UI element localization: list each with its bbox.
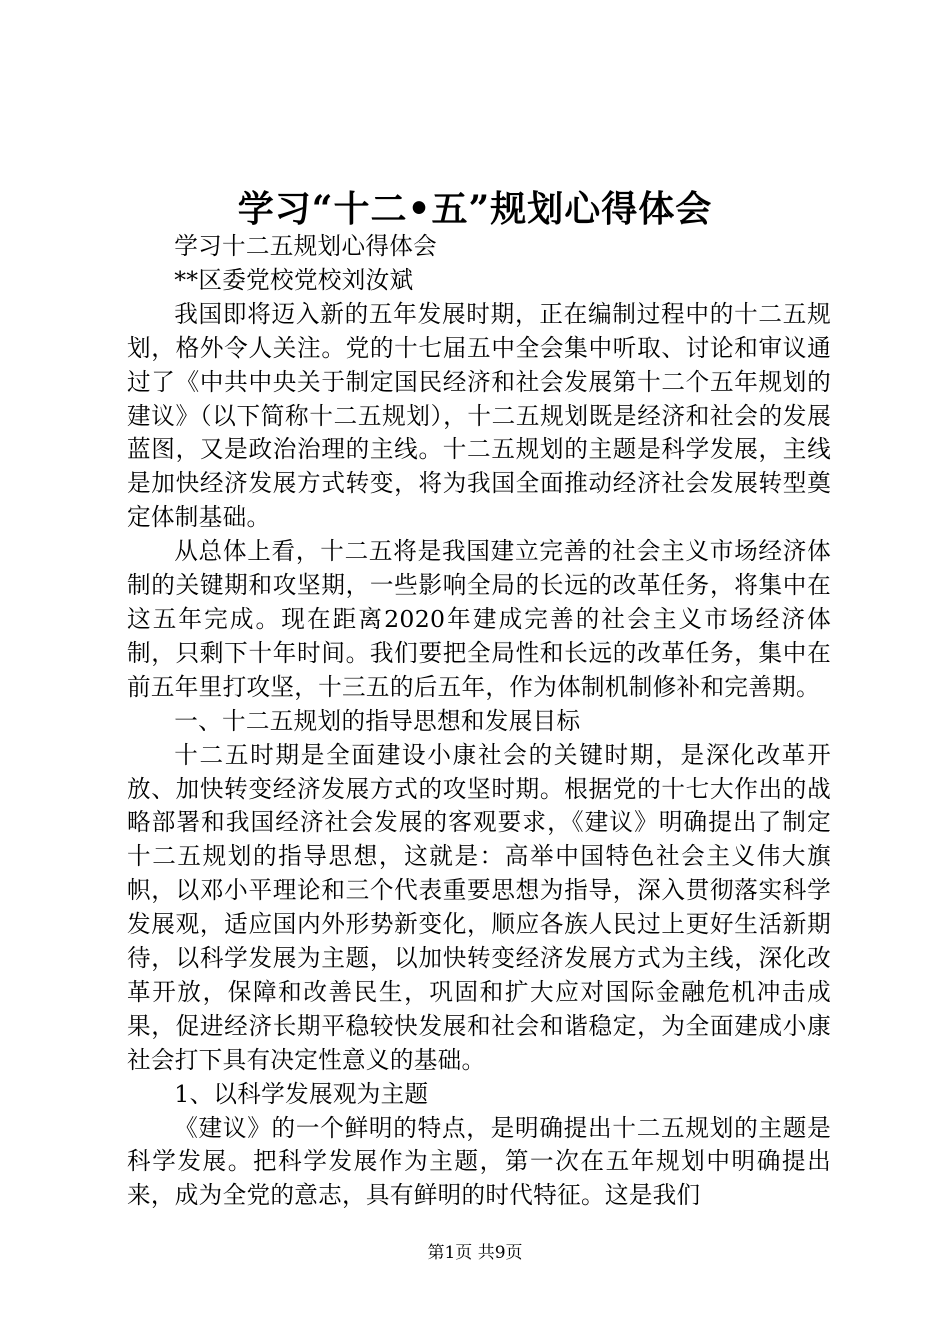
page-footer: 第1页 共9页: [427, 1243, 523, 1263]
body-paragraph: 《建议》的一个鲜明的特点，是明确提出十二五规划的主题是科学发展。把科学发展作为主题，第一次在五年规划中明确提出来，成为全党的意志，具有鲜明的时代特征。这是我们: [127, 1113, 831, 1210]
author-paragraph: **区委党校党校刘汝斌: [174, 265, 414, 294]
body-paragraph: 我国即将迈入新的五年发展时期，正在编制过程中的十二五规划，格外令人关注。党的十七届五中全会集中听取、讨论和审议通过了《中共中央关于制定国民经济和社会发展第十二个五年规划的建议》（以下简称十二五规划），十二五规划既是经济和社会的发展蓝图，又是政治治理的主线。十二五规划的主题是科学发展，主线是加快经济发展方式转变，将为我国全面推动经济社会发展转型奠定体制基础。: [127, 299, 831, 532]
section-heading: 一、十二五规划的指导思想和发展目标: [174, 706, 581, 735]
subsection-heading: 1、以科学发展观为主题: [174, 1079, 429, 1108]
document-body: [127, 230, 831, 1213]
body-paragraph: 从总体上看，十二五将是我国建立完善的社会主义市场经济体制的关键期和攻坚期，一些影响全局的长远的改革任务，将集中在这五年完成。现在距离2020年建成完善的社会主义市场经济体制，只剩下十年时间。我们要把全局性和长远的改革任务，集中在前五年里打攻坚，十三五的后五年，作为体制机制修补和完善期。: [127, 537, 831, 701]
body-paragraph: 十二五时期是全面建设小康社会的关键时期，是深化改革开放、加快转变经济发展方式的攻坚时期。根据党的十七大作出的战略部署和我国经济社会发展的客观要求，《建议》明确提出了制定十二五规划的指导思想，这就是：高举中国特色社会主义伟大旗帜，以邓小平理论和三个代表重要思想为指导，深入贯彻落实科学发展观，适应国内外形势新变化，顺应各族人民过上更好生活新期待，以科学发展为主题，以加快转变经济发展方式为主线，深化改革开放，保障和改善民生，巩固和扩大应对国际金融危机冲击成果，促进经济长期平稳较快发展和社会和谐稳定，为全面建成小康社会打下具有决定性意义的基础。: [127, 740, 831, 1074]
subtitle-paragraph: 学习十二五规划心得体会: [174, 232, 438, 260]
document-title: 学习“十二•五”规划心得体会: [237, 188, 713, 230]
